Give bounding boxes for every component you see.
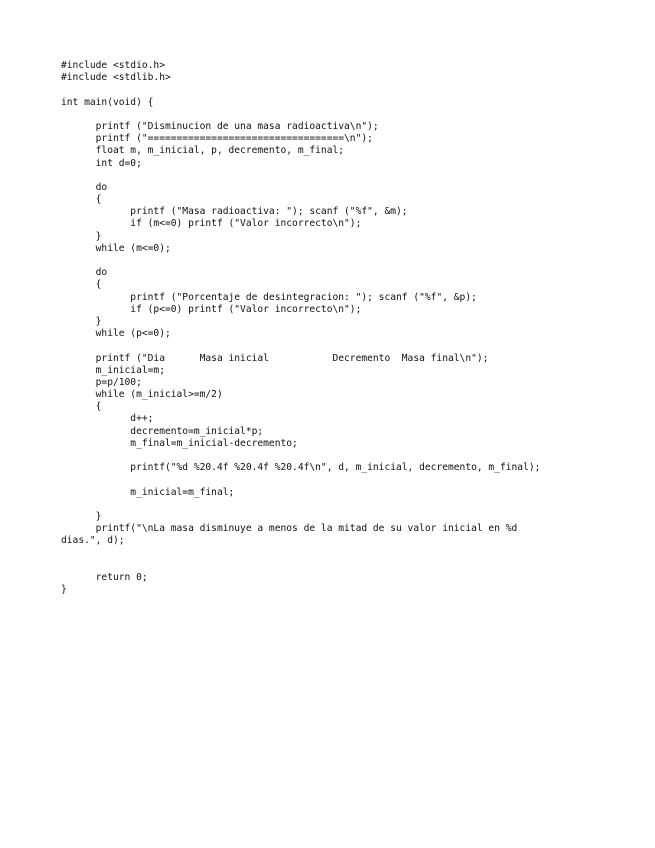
code-line bbox=[61, 548, 641, 560]
code-line: { bbox=[61, 279, 102, 291]
code-line: m_final=m_inicial-decremento; bbox=[61, 437, 298, 449]
code-line: #include <stdio.h> bbox=[61, 60, 165, 71]
code-line: int main(void) { bbox=[61, 96, 154, 108]
code-line: { bbox=[61, 194, 102, 206]
code-line: decremento=m_inicial*p; bbox=[61, 425, 264, 437]
code-line: printf ("Dia Masa inicial Decremento Masa final\n"); bbox=[61, 352, 489, 364]
code-line bbox=[61, 560, 641, 572]
code-line: { bbox=[61, 401, 102, 413]
code-line: printf ("Porcentaje de desintegracion: "); scanf ("%f", &p); bbox=[61, 291, 477, 303]
code-line: if (m<=0) printf ("Valor incorrecto\n"); bbox=[61, 218, 362, 230]
code-line: while (m_inicial>=m/2) bbox=[61, 389, 223, 401]
code-line: } bbox=[61, 510, 102, 522]
code-line: printf("%d %20.4f %20.4f %20.4f\n", d, m_inicial, decremento, m_final); bbox=[61, 462, 541, 474]
code-line bbox=[61, 84, 641, 96]
code-line: if (p<=0) printf ("Valor incorrecto\n"); bbox=[61, 303, 362, 315]
code-line: printf ("Masa radioactiva: "); scanf ("%f", &m); bbox=[61, 206, 408, 218]
code-line bbox=[61, 170, 641, 182]
code-line: do bbox=[61, 181, 108, 193]
code-line bbox=[61, 109, 641, 121]
code-line: int d=0; bbox=[61, 157, 142, 169]
code-line: while (m<=0); bbox=[61, 242, 171, 254]
code-line bbox=[61, 499, 641, 511]
code-line: printf ("Disminucion de una masa radioactiva\n"); bbox=[61, 120, 379, 132]
code-line: m_inicial=m; bbox=[61, 364, 165, 376]
code-line: d++; bbox=[61, 413, 154, 425]
code-line: } bbox=[61, 584, 67, 596]
code-line bbox=[61, 255, 641, 267]
code-line: while (p<=0); bbox=[61, 328, 171, 340]
code-line bbox=[61, 474, 641, 486]
code-line: } bbox=[61, 230, 102, 242]
code-line: p=p/100; bbox=[61, 376, 142, 388]
code-line: m_inicial=m_final; bbox=[61, 486, 235, 498]
code-line: dias.", d); bbox=[61, 535, 125, 547]
code-line: return 0; bbox=[61, 571, 148, 583]
code-line: #include <stdlib.h> bbox=[61, 72, 171, 84]
code-line: } bbox=[61, 315, 102, 327]
code-line: do bbox=[61, 267, 108, 279]
code-line: printf ("==================================\n"); bbox=[61, 133, 373, 145]
code-line bbox=[61, 340, 641, 352]
code-line bbox=[61, 450, 641, 462]
code-listing bbox=[61, 60, 641, 596]
code-line: float m, m_inicial, p, decremento, m_final; bbox=[61, 145, 345, 157]
code-line: printf("\nLa masa disminuye a menos de la mitad de su valor inicial en %d bbox=[61, 523, 518, 535]
